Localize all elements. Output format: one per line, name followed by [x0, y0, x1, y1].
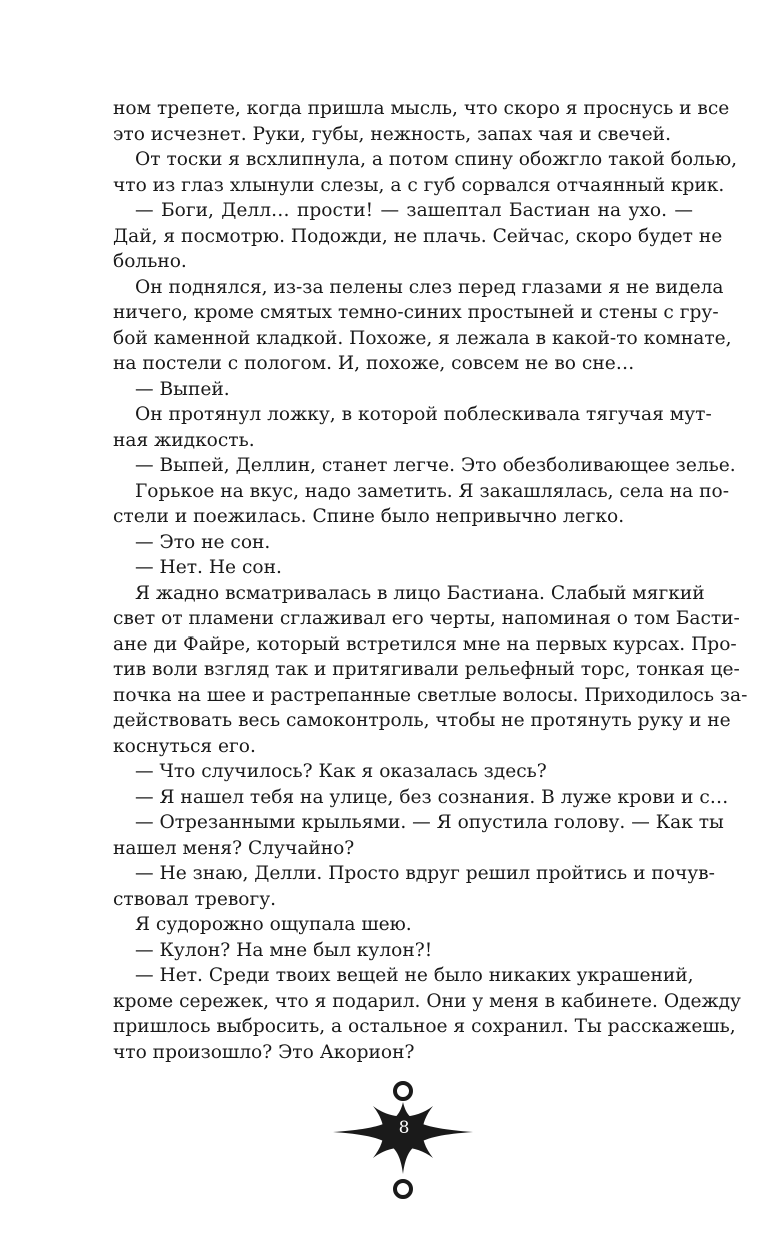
text-line: Дай, я посмотрю. Подожди, не плачь. Сейчас, скоро будет не — [113, 225, 723, 247]
bottom-ring-icon — [395, 1181, 411, 1197]
text-line: — Нет. Среди твоих вещей не было никаких украшений, — [135, 965, 694, 986]
text-line: ане ди Файре, который встретился мне на первых курсах. Про- — [113, 633, 737, 655]
body-text — [113, 96, 748, 1065]
text-line: — Не знаю, Делли. Просто вдруг решил пройтись и почув- — [135, 863, 715, 884]
text-line: Я жадно всматривалась в лицо Бастиана. Слабый мягкий — [135, 582, 705, 604]
text-line: свет от пламени сглаживал его черты, напоминая о том Басти- — [113, 608, 740, 629]
text-line: ничего, кроме смятых темно-синих простыней и стены с гру- — [113, 302, 719, 323]
text-line: — Выпей, Деллин, станет легче. Это обезболивающее зелье. — [135, 455, 736, 476]
text-line: коснуться его. — [113, 735, 256, 757]
text-line: пришлось выбросить, а остальное я сохранил. Ты расскажешь, — [113, 1016, 736, 1037]
text-line: Он протянул ложку, в которой поблескивала тягучая мут- — [135, 404, 712, 425]
text-line: От тоски я всхлипнула, а потом спину обожгло такой болью, — [135, 149, 738, 170]
text-line: — Нет. Не сон. — [135, 557, 282, 578]
text-line: Горькое на вкус, надо заметить. Я закашлялась, села на по- — [135, 480, 729, 502]
page-number: 8 — [398, 1118, 410, 1138]
text-line: ная жидкость. — [113, 429, 255, 451]
text-line: нашел меня? Случайно? — [113, 837, 355, 859]
text-line: бой каменной кладкой. Похоже, я лежала в какой-то комнате, — [113, 327, 732, 349]
text-line: Он поднялся, из-за пелены слез перед глазами я не видела — [135, 276, 724, 298]
text-line: стели и поежилась. Спине было непривычно легко. — [113, 506, 625, 527]
four-point-star-ornament-icon — [333, 1076, 473, 1206]
text-line: — Выпей. — [135, 378, 230, 400]
text-line: Я судорожно ощупала шею. — [135, 914, 412, 935]
text-line: — Кулон? На мне был кулон?! — [135, 939, 433, 961]
text-line: тив воли взгляд так и притягивали рельефный торс, тонкая це- — [113, 659, 740, 680]
text-line: на постели с пологом. И, похоже, совсем не во сне… — [113, 353, 635, 374]
text-line: — Что случилось? Как я оказалась здесь? — [135, 761, 547, 782]
text-line: кроме сережек, что я подарил. Они у меня в кабинете. Одежду — [113, 990, 742, 1012]
text-line: больно. — [113, 251, 187, 272]
text-line: — Это не сон. — [135, 531, 271, 553]
text-line: — Боги, Делл… прости! — зашептал Бастиан на ухо. — — [135, 200, 693, 221]
top-ring-icon — [395, 1083, 411, 1099]
text-line: — Я нашел тебя на улице, без сознания. В луже крови и с… — [135, 786, 729, 808]
text-line: что произошло? Это Акорион? — [113, 1041, 415, 1063]
text-line: действовать весь самоконтроль, чтобы не протянуть руку и не — [113, 710, 731, 731]
text-line: — Отрезанными крыльями. — Я опустила голову. — Как ты — [135, 812, 724, 833]
text-line: ном трепете, когда пришла мысль, что скоро я проснусь и все — [113, 98, 730, 119]
text-line: ствовал тревогу. — [113, 888, 277, 910]
text-line: почка на шее и растрепанные светлые волосы. Приходилось за- — [113, 684, 748, 706]
text-line: что из глаз хлынули слезы, а с губ сорвался отчаянный крик. — [113, 174, 725, 196]
text-line: это исчезнет. Руки, губы, нежность, запах чая и свечей. — [113, 123, 671, 145]
